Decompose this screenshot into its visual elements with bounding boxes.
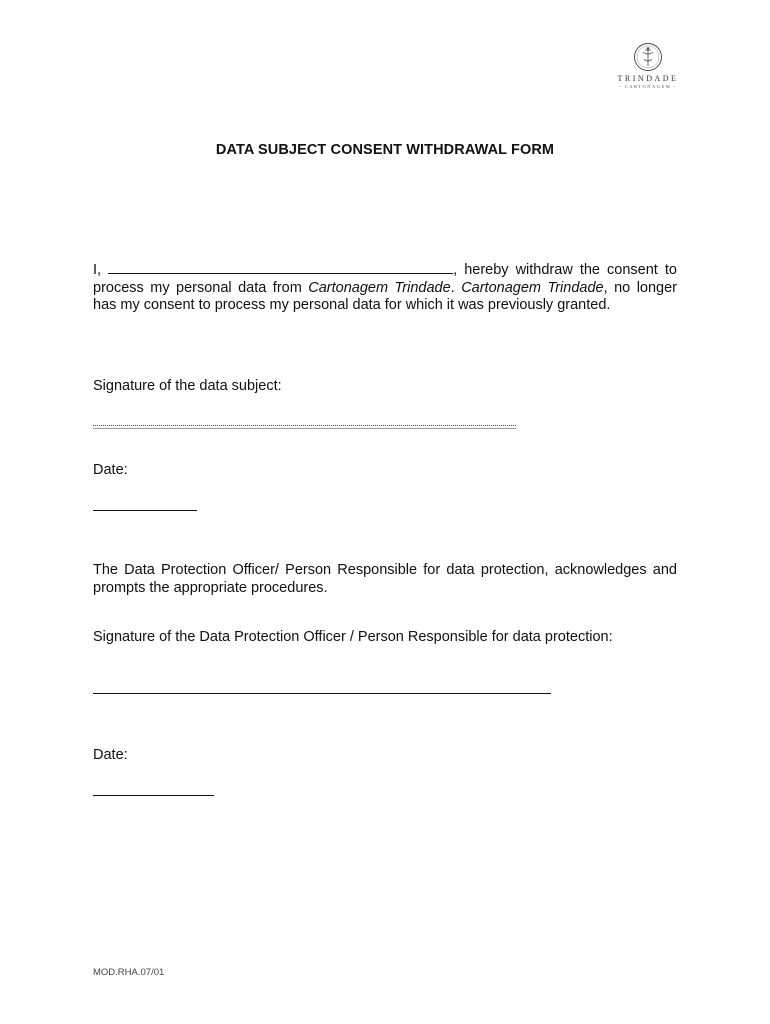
logo-name: TRINDADE xyxy=(617,74,679,83)
date-line-1[interactable] xyxy=(93,510,197,511)
signature-subject-line[interactable] xyxy=(93,425,516,429)
consent-statement xyxy=(93,261,677,315)
date-label-1: Date: xyxy=(93,462,128,478)
name-blank-field[interactable] xyxy=(108,261,453,274)
signature-dpo-label: Signature of the Data Protection Officer / Person Responsible for data protection: xyxy=(93,629,613,645)
date-label-2: Date: xyxy=(93,747,128,763)
consent-text-1: , hereby withdraw the consent to process my personal data from xyxy=(93,262,677,296)
company-name-2: Cartonagem Trindade xyxy=(461,279,604,296)
company-logo xyxy=(606,42,690,89)
signature-subject-label: Signature of the data subject: xyxy=(93,378,282,394)
signature-dpo-line[interactable] xyxy=(93,693,551,694)
company-name-1: Cartonagem Trindade xyxy=(308,279,451,296)
form-title: DATA SUBJECT CONSENT WITHDRAWAL FORM xyxy=(215,142,555,158)
date-line-2[interactable] xyxy=(93,795,214,796)
consent-text-2: . xyxy=(450,279,462,296)
consent-prefix: I, xyxy=(93,262,109,278)
emblem-icon xyxy=(633,42,663,72)
consent-text-3: , no longer has my consent to process my personal data for which it was previously granted. xyxy=(93,279,677,313)
logo-subtitle: - CARTONAGEM - xyxy=(619,84,677,89)
dpo-statement: The Data Protection Officer/ Person Responsible for data protection, acknowledges and prompts the appropriate procedures. xyxy=(93,562,677,596)
footer-code: MOD.RHA.07/01 xyxy=(93,967,165,978)
